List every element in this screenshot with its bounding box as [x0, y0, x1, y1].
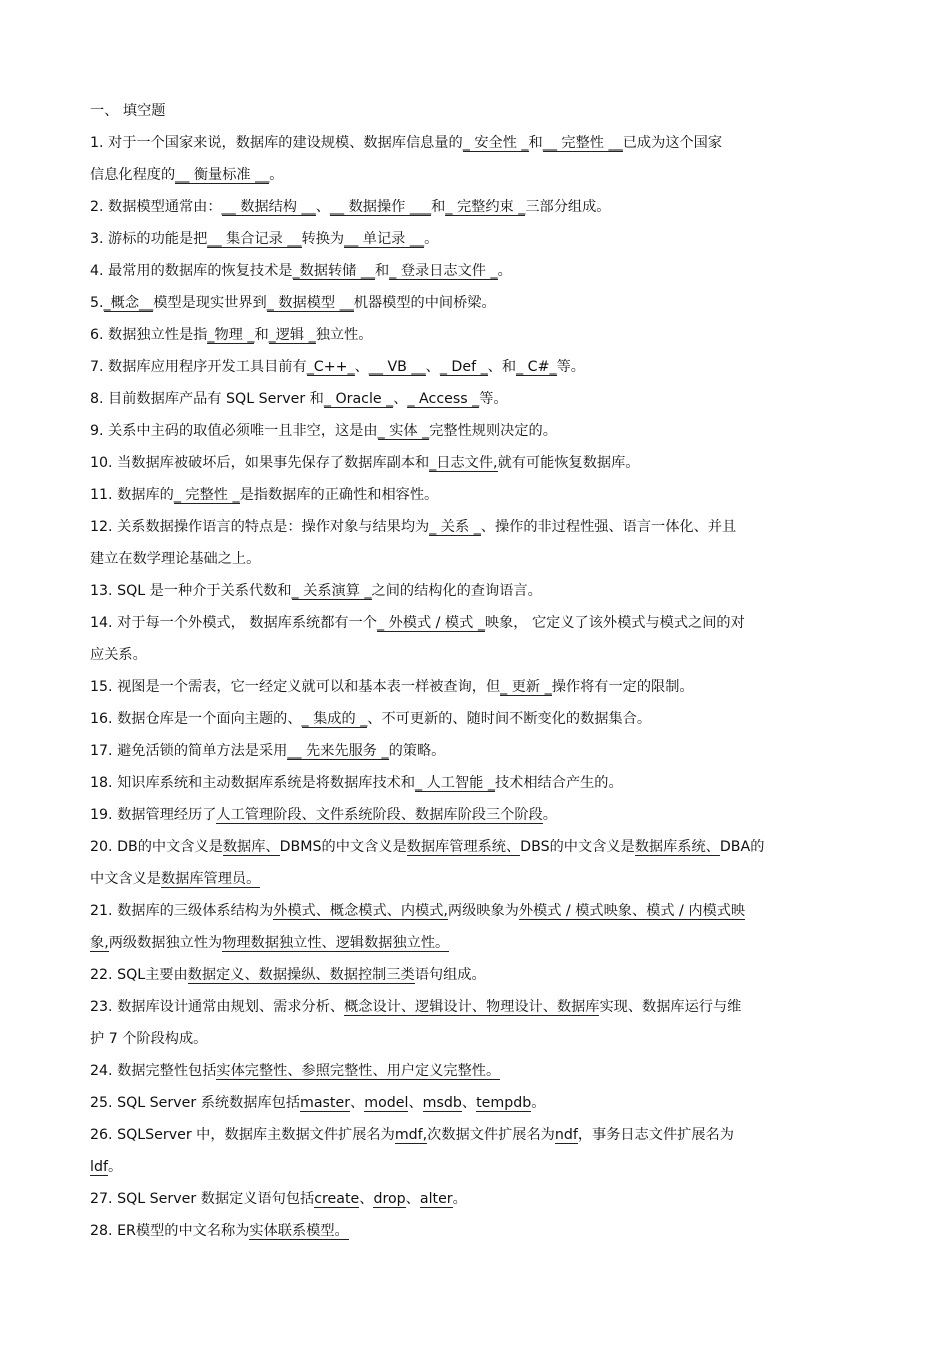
question-text: 8. 目前数据库产品有 SQL Server 和: [90, 391, 324, 407]
question-text: 23. 数据库设计通常由规划、需求分析、: [90, 999, 345, 1015]
answer-blank: _ 关系演算 _: [291, 583, 372, 599]
question-14-line-1: [90, 614, 745, 632]
answer-blank: alter: [419, 1191, 453, 1207]
question-text: 15. 视图是一个需表，它一经定义就可以和基本表一样被查询，但: [90, 679, 501, 695]
question-27-line-1: [90, 1190, 467, 1208]
question-text: 。: [452, 1191, 467, 1207]
question-text: 就有可能恢复数据库。: [497, 455, 640, 471]
question-text: 三部分组成。: [525, 199, 611, 215]
question-text: 模型是现实世界到: [153, 295, 267, 311]
question-10-line-1: [90, 454, 639, 472]
question-18-line-1: [90, 774, 623, 792]
answer-blank: _逻辑 _: [268, 327, 316, 343]
question-text: 26. SQLServer 中，数据库主数据文件扩展名为: [90, 1127, 395, 1143]
question-26-line-2: [90, 1158, 122, 1176]
question-13-line-1: [90, 582, 542, 600]
question-1-line-2: [90, 166, 284, 184]
answer-blank: 象,: [90, 935, 109, 951]
question-1-line-1: [90, 134, 722, 152]
question-text: 、: [461, 1095, 477, 1111]
question-12-line-1: [90, 518, 736, 536]
question-text: 之间的结构化的查询语言。: [371, 583, 542, 599]
answer-blank: 参照完整性、用户定义完整性。: [301, 1063, 501, 1079]
question-16-line-1: [90, 710, 651, 728]
question-text: 护 7 个阶段构成。: [90, 1031, 208, 1047]
question-text: 。: [424, 231, 439, 247]
answer-blank: 实体联系模型。: [249, 1223, 349, 1239]
answer-blank: _概念__: [103, 295, 154, 311]
question-17-line-1: [90, 742, 445, 760]
answer-blank: _ 人工智能 _: [415, 775, 495, 791]
question-21-line-2: [90, 934, 449, 952]
question-text: 、: [350, 1095, 365, 1111]
answer-blank: ndf: [554, 1127, 578, 1143]
answer-blank: create: [314, 1191, 360, 1207]
answer-blank: 数据库管理员。: [160, 871, 261, 887]
question-text: 1. 对于一个国家来说，数据库的建设规模、数据库信息量的: [90, 135, 463, 151]
question-8-line-1: [90, 390, 508, 408]
question-text: 、: [425, 359, 440, 375]
answer-blank: __ 完整性 __: [542, 135, 623, 151]
question-text: 6. 数据独立性是指: [90, 327, 208, 343]
section-title-text: 一、 填空题: [90, 103, 166, 119]
answer-blank: master: [300, 1095, 351, 1111]
question-5-line-1: [90, 294, 496, 312]
question-text: DBMS的中文含义是: [279, 839, 407, 855]
question-text: 和: [431, 199, 446, 215]
answer-blank: ldf: [90, 1159, 108, 1175]
section-title: [90, 102, 165, 120]
question-25-line-1: [90, 1094, 545, 1112]
question-2-line-1: [90, 198, 610, 216]
answer-blank: msdb: [422, 1095, 462, 1111]
question-24-line-1: [90, 1062, 500, 1080]
question-text: 。: [107, 1159, 123, 1175]
question-28-line-1: [90, 1222, 349, 1240]
question-14-line-2: [90, 646, 147, 664]
question-3-line-1: [90, 230, 438, 248]
answer-blank: _数据转储 __: [292, 263, 376, 279]
question-12-line-2: [90, 550, 260, 568]
answer-blank: __ 集合记录 __: [207, 231, 302, 247]
answer-blank: 外模式、概念模式、内模式,: [273, 903, 448, 919]
question-text: 、: [408, 1095, 423, 1111]
question-text: 13. SQL 是一种介于关系代数和: [90, 583, 292, 599]
answer-blank: 数据库、: [222, 839, 280, 855]
question-19-line-1: [90, 806, 557, 824]
answer-blank: __ VB __: [368, 359, 426, 375]
question-text: 、操作的非过程性强、语言一体化、并且: [480, 519, 737, 535]
question-6-line-1: [90, 326, 372, 344]
answer-blank: __ 数据结构 __: [221, 199, 316, 215]
question-text: 22. SQL主要由: [90, 967, 188, 983]
answer-blank: _ Def _: [439, 359, 488, 375]
question-text: 信息化程度的: [90, 167, 176, 183]
answer-blank: _ C#_: [516, 359, 557, 375]
question-22-line-1: [90, 966, 486, 984]
question-text: 4. 最常用的数据库的恢复技术是: [90, 263, 293, 279]
question-text: 映象， 它定义了该外模式与模式之间的对: [484, 615, 745, 631]
question-text: 28. ER模型的中文名称为: [90, 1223, 250, 1239]
question-text: 、: [393, 391, 408, 407]
answer-blank: _ 完整性 _: [173, 487, 240, 503]
question-text: 、不可更新的、随时间不断变化的数据集合。: [367, 711, 652, 727]
question-text: 次数据文件扩展名为: [427, 1127, 555, 1143]
question-text: 等。: [479, 391, 508, 407]
answer-blank: _物理 _: [207, 327, 255, 343]
question-text: 是指数据库的正确性和相容性。: [239, 487, 439, 503]
question-23-line-1: [90, 998, 741, 1016]
answer-blank: _ 集成的 _: [301, 711, 368, 727]
question-20-line-2: [90, 870, 260, 888]
answer-blank: mdf,: [394, 1127, 428, 1143]
question-11-line-1: [90, 486, 438, 504]
answer-blank: _ 更新 _: [500, 679, 552, 695]
question-text: 18. 知识库系统和主动数据库系统是将数据库技术和: [90, 775, 416, 791]
question-text: 建立在数学理论基础之上。: [90, 551, 261, 567]
answer-blank: model: [364, 1095, 409, 1111]
answer-blank: 数据定义、数据操纵、数据控制三类: [187, 967, 415, 983]
question-text: 21. 数据库的三级体系结构为: [90, 903, 274, 919]
answer-blank: _ Oracle _: [323, 391, 394, 407]
question-text: 技术相结合产生的。: [494, 775, 623, 791]
question-4-line-1: [90, 262, 512, 280]
question-7-line-1: [90, 358, 585, 376]
question-text: 10. 当数据库被破坏后，如果事先保存了数据库副本和: [90, 455, 430, 471]
question-text: 、: [315, 199, 330, 215]
question-text: 独立性。: [315, 327, 373, 343]
question-text: 应关系。: [90, 647, 147, 663]
question-text: 语句组成。: [414, 967, 486, 983]
question-text: 。: [269, 167, 284, 183]
answer-blank: __ 先来先服务 _: [287, 743, 389, 759]
question-text: 16. 数据仓库是一个面向主题的、: [90, 711, 302, 727]
question-text: 3. 游标的功能是把: [90, 231, 208, 247]
question-text: 2. 数据模型通常由：: [90, 199, 222, 215]
question-text: 已成为这个国家: [622, 135, 723, 151]
answer-blank: _ 安全性 _: [462, 135, 529, 151]
answer-blank: _C++_: [306, 359, 355, 375]
answer-blank: 人工管理阶段、文件系统阶段、数据库阶段三个阶段: [216, 807, 543, 823]
question-text: 中文含义是: [90, 871, 161, 887]
answer-blank: 实体完整性、: [216, 1063, 302, 1079]
answer-blank: __ 数据操作 ___: [329, 199, 432, 215]
question-text: 20. DB的中文含义是: [90, 839, 223, 855]
answer-blank: tempdb: [476, 1095, 532, 1111]
question-text: 两级数据独立性为: [108, 935, 223, 951]
question-9-line-1: [90, 422, 557, 440]
question-text: DBS的中文含义是: [520, 839, 635, 855]
answer-blank: _ 外模式 / 模式 _: [376, 615, 485, 631]
question-text: 、: [359, 1191, 374, 1207]
question-20-line-1: [90, 838, 764, 856]
question-text: 实现、数据库运行与维: [599, 999, 742, 1015]
answer-blank: 物理数据独立性、逻辑数据独立性。: [222, 935, 450, 951]
answer-blank: _ 完整约束 _: [445, 199, 526, 215]
question-text: 27. SQL Server 数据定义语句包括: [90, 1191, 315, 1207]
answer-blank: __ 单记录 __: [344, 231, 425, 247]
question-text: 17. 避免活锁的简单方法是采用: [90, 743, 288, 759]
question-text: 25. SQL Server 系统数据库包括: [90, 1095, 301, 1111]
question-text: 9. 关系中主码的取值必须唯一且非空，这是由: [90, 423, 378, 439]
question-text: 7. 数据库应用程序开发工具目前有: [90, 359, 307, 375]
question-text: 、: [354, 359, 369, 375]
question-23-line-2: [90, 1030, 207, 1048]
question-15-line-1: [90, 678, 694, 696]
question-text: DBA的: [719, 839, 765, 855]
question-text: 5.: [90, 295, 104, 311]
answer-blank: drop: [373, 1191, 406, 1207]
question-text: 等。: [556, 359, 585, 375]
question-text: 19. 数据管理经历了: [90, 807, 217, 823]
question-text: 14. 对于每一个外模式， 数据库系统都有一个: [90, 615, 377, 631]
question-text: 。: [497, 263, 512, 279]
question-text: 机器模型的中间桥梁。: [353, 295, 496, 311]
answer-blank: _ Access _: [407, 391, 480, 407]
answer-blank: 数据库系统、: [634, 839, 720, 855]
question-text: 完整性规则决定的。: [429, 423, 557, 439]
question-text: 转换为: [301, 231, 345, 247]
question-text: 、和: [487, 359, 517, 375]
answer-blank: _ 登录日志文件 _: [389, 263, 498, 279]
question-text: 的策略。: [388, 743, 446, 759]
question-text: 11. 数据库的: [90, 487, 174, 503]
question-text: 24. 数据完整性包括: [90, 1063, 217, 1079]
question-text: 操作将有一定的限制。: [551, 679, 694, 695]
question-26-line-1: [90, 1126, 734, 1144]
question-text: 和: [254, 327, 269, 343]
question-text: 、: [405, 1191, 420, 1207]
question-text: 和: [375, 263, 390, 279]
question-text: 。: [531, 1095, 546, 1111]
answer-blank: 数据库管理系统、: [406, 839, 521, 855]
question-21-line-1: [90, 902, 745, 920]
answer-blank: 概念设计、逻辑设计、物理设计、数据库: [344, 999, 600, 1015]
answer-blank: __ 衡量标准 __: [175, 167, 270, 183]
question-text: 和: [528, 135, 543, 151]
answer-blank: _ 数据模型 __: [266, 295, 354, 311]
question-text: 12. 关系数据操作语言的特点是：操作对象与结果均为: [90, 519, 430, 535]
answer-blank: _日志文件,: [429, 455, 498, 471]
question-text: 。: [542, 807, 557, 823]
question-text: 两级映象为: [447, 903, 519, 919]
answer-blank: _ 关系 _: [429, 519, 481, 535]
question-text: ，事务日志文件扩展名为: [577, 1127, 734, 1143]
answer-blank: _ 实体 _: [377, 423, 430, 439]
answer-blank: 外模式 / 模式映象、模式 / 内模式映: [518, 903, 746, 919]
